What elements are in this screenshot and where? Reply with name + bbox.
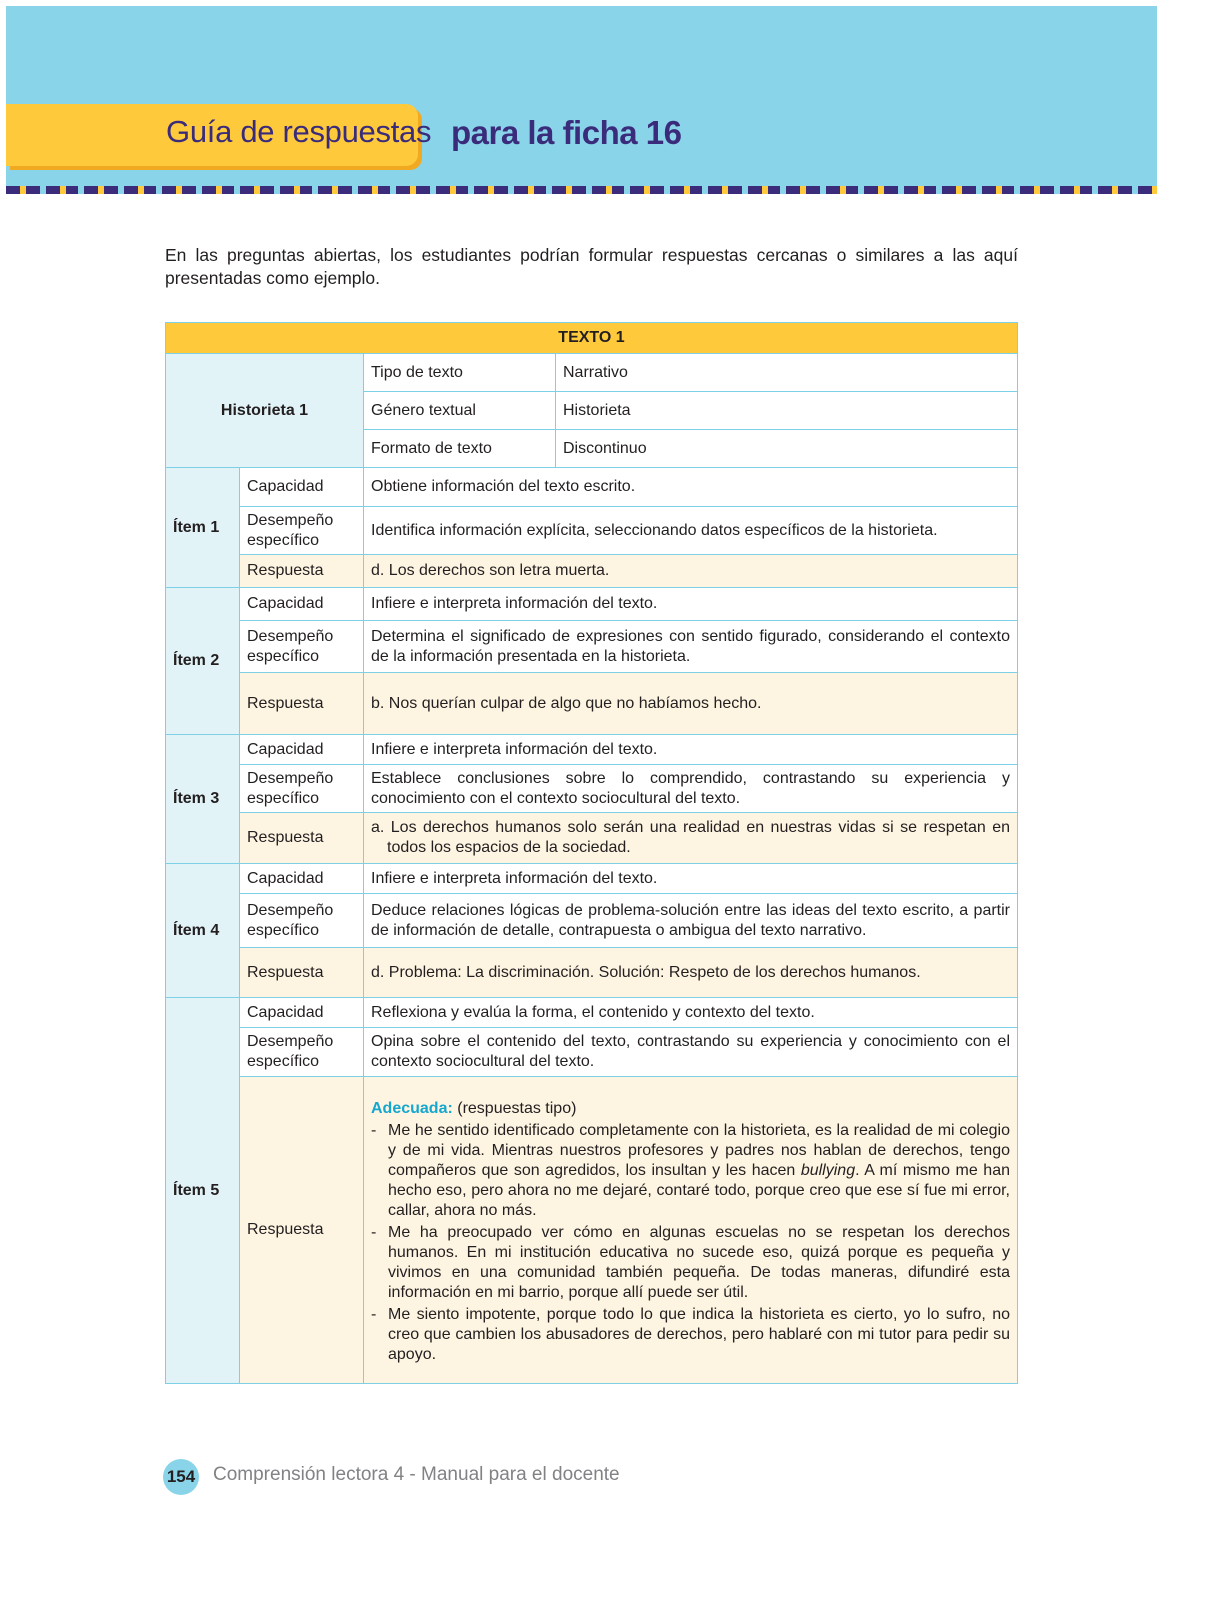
performance-text: Deduce relaciones lógicas de problema-solución entre las ideas del texto escrito, a partir de información de detalle, contrapuesta o ambigua del texto narrativo. (364, 894, 1018, 948)
prop-label: Tipo de texto (364, 354, 556, 392)
page-number: 154 (163, 1459, 199, 1495)
answer-text: a. Los derechos humanos solo serán una realidad en nuestras vidas si se respetan en todos los espacios de la sociedad. (364, 813, 1018, 864)
row-label: Capacidad (240, 588, 364, 621)
table-row (166, 813, 1018, 864)
list-item: - Me ha preocupado ver cómo en algunas escuelas no se respetan los derechos humanos. En mi institución educativa no sucede eso, quizá porque es pequeña y vivimos en una comunidad también pequeña. De todas maneras, difundiré esta información en mi barrio, porque allí puede ser útil. (371, 1224, 1010, 1301)
row-label: Capacidad (240, 998, 364, 1028)
capacity-text: Reflexiona y evalúa la forma, el contenido y contexto del texto. (364, 998, 1018, 1028)
answers-table (165, 322, 1018, 1384)
page-subtitle: para la ficha 16 (451, 114, 682, 151)
table-row (166, 468, 1018, 507)
answer-text: d. Problema: La discriminación. Solución: Respeto de los derechos humanos. (364, 948, 1018, 998)
header-band (6, 6, 1157, 194)
answer-list (371, 1121, 1010, 1365)
row-label: Desempeño específico (240, 765, 364, 813)
table-row (166, 1077, 1018, 1384)
table-row (166, 998, 1018, 1028)
performance-text: Determina el significado de expresiones con sentido figurado, considerando el contexto de la información presentada en la historieta. (364, 621, 1018, 673)
row-label: Desempeño específico (240, 507, 364, 555)
performance-text: Identifica información explícita, seleccionando datos específicos de la historieta. (364, 507, 1018, 555)
row-label: Capacidad (240, 864, 364, 894)
table-row (166, 588, 1018, 621)
answer-text: b. Nos querían culpar de algo que no habíamos hecho. (364, 673, 1018, 735)
table-row (166, 673, 1018, 735)
item-label: Ítem 4 (166, 864, 240, 998)
table-row (166, 948, 1018, 998)
decorative-stripe (6, 186, 1157, 194)
table-row (166, 864, 1018, 894)
item-label: Ítem 3 (166, 735, 240, 864)
row-label: Desempeño específico (240, 621, 364, 673)
row-label: Respuesta (240, 555, 364, 588)
table-row (166, 765, 1018, 813)
answer-text: d. Los derechos son letra muerta. (364, 555, 1018, 588)
performance-text: Opina sobre el contenido del texto, contrastando su experiencia y conocimiento con el contexto sociocultural del texto. (364, 1028, 1018, 1077)
capacity-text: Infiere e interpreta información del texto. (364, 864, 1018, 894)
table-row (166, 555, 1018, 588)
page-title: Guía de respuestas (166, 114, 432, 149)
intro-paragraph: En las preguntas abiertas, los estudiantes podrían formular respuestas cercanas o similares a las aquí presentadas como ejemplo. (165, 244, 1018, 288)
text-label: Historieta 1 (166, 354, 364, 468)
prop-value: Historieta (556, 392, 1018, 430)
row-label: Respuesta (240, 1077, 364, 1384)
prop-label: Formato de texto (364, 430, 556, 468)
row-label: Desempeño específico (240, 1028, 364, 1077)
row-label: Respuesta (240, 813, 364, 864)
prop-value: Narrativo (556, 354, 1018, 392)
answer-block (364, 1077, 1018, 1384)
table-heading: TEXTO 1 (166, 323, 1018, 354)
table-row (166, 1028, 1018, 1077)
table-header-row (166, 323, 1018, 354)
list-item: - Me he sentido identificado completamente con la historieta, es la realidad de mi colegio y de mi vida. Mientras nuestros profesores y padres nos hablan de derechos, tengo compañeros que son agredidos, los insultan y les hacen bullying. A mí mismo me han hecho eso, pero ahora no me dejaré, contaré todo, porque creo que ese sí fue mi error, callar, ahora no más. (371, 1122, 1010, 1219)
row-label: Desempeño específico (240, 894, 364, 948)
table-row (166, 894, 1018, 948)
row-label: Respuesta (240, 673, 364, 735)
table-row (166, 507, 1018, 555)
prop-value: Discontinuo (556, 430, 1018, 468)
table-row (166, 621, 1018, 673)
answer-heading: Adecuada: (respuestas tipo) (371, 1100, 577, 1117)
item-label: Ítem 5 (166, 998, 240, 1384)
prop-label: Género textual (364, 392, 556, 430)
capacity-text: Infiere e interpreta información del texto. (364, 588, 1018, 621)
item-label: Ítem 1 (166, 468, 240, 588)
item-label: Ítem 2 (166, 588, 240, 735)
row-label: Capacidad (240, 468, 364, 507)
footer-book-title: Comprensión lectora 4 - Manual para el docente (213, 1464, 620, 1485)
table-row (166, 354, 1018, 392)
capacity-text: Infiere e interpreta información del texto. (364, 735, 1018, 765)
row-label: Capacidad (240, 735, 364, 765)
list-item: - Me siento impotente, porque todo lo que indica la historieta es cierto, yo lo sufro, no creo que cambien los abusadores de derechos, pero hablaré con mi tutor para pedir su apoyo. (371, 1306, 1010, 1363)
capacity-text: Obtiene información del texto escrito. (364, 468, 1018, 507)
performance-text: Establece conclusiones sobre lo comprendido, contrastando su experiencia y conocimiento con el contexto sociocultural del texto. (364, 765, 1018, 813)
table-row (166, 735, 1018, 765)
row-label: Respuesta (240, 948, 364, 998)
